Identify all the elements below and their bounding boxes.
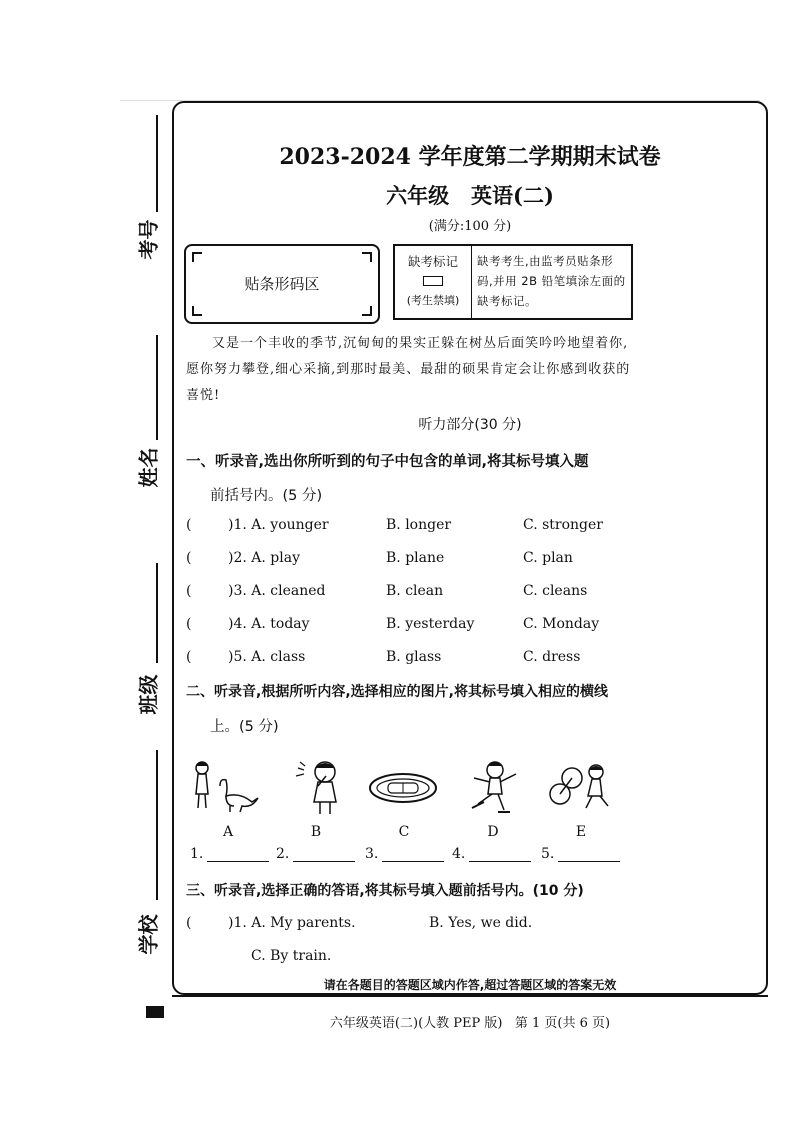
answer-area-notice: 请在各题目的答题区域内作答,超过答题区域的答案无效	[323, 978, 617, 992]
option-c: C. stronger	[523, 517, 604, 533]
class-label: 班级	[136, 674, 161, 715]
blank-3[interactable]: 3.	[365, 846, 444, 862]
exam-no-label: 考号	[136, 219, 161, 260]
answer-paren[interactable]: (	[186, 616, 192, 632]
blank-1[interactable]: 1.	[190, 846, 269, 862]
page-info: 六年级英语(二)(人教 PEP 版) 第 1 页(共 6 页)	[329, 1016, 611, 1031]
absent-title: 缺考标记	[407, 254, 458, 269]
absent-mark-box	[393, 244, 633, 320]
question-3-1	[186, 915, 626, 935]
section2-title-line2: 上。(5 分)	[210, 719, 279, 735]
absent-left-cell	[395, 246, 472, 318]
option-a: )1. A. My parents.	[228, 915, 356, 931]
running-track-icon	[368, 758, 438, 816]
picture-label-a: A	[222, 824, 234, 840]
section1-title-line2: 前括号内。(5 分)	[210, 488, 323, 504]
intro-paragraph: 又是一个丰收的季节,沉甸甸的果实正躲在树丛后面笑吟吟地望着你,愿你努力攀登,细心采摘,到那时最美、最甜的硕果肯定会让你感到收获的喜悦!	[186, 336, 631, 403]
listening-section-title: 听力部分(30 分)	[418, 417, 522, 433]
barcode-corner-tr	[362, 252, 372, 262]
boy-bike-fall-icon	[546, 758, 616, 816]
question-3-1-c	[186, 948, 626, 968]
option-a: )5. A. class	[228, 649, 306, 665]
boy-sneezing-icon	[290, 758, 360, 816]
section1-title-line1: 一、听录音,选出你所听到的句子中包含的单词,将其标号填入题	[186, 454, 589, 470]
exam-title: 2023-2024 学年度第二学期期末试卷	[279, 144, 661, 170]
name-label: 姓名	[136, 447, 161, 488]
option-b: B. clean	[386, 583, 444, 599]
answer-paren[interactable]: (	[186, 915, 192, 931]
boy-skating-icon	[460, 758, 530, 816]
absent-note: (考生禁填)	[406, 294, 460, 307]
absent-instruction: 缺考考生,由监考员贴条形码,并用 2B 铅笔填涂左面的缺考标记。	[477, 254, 626, 308]
answer-paren[interactable]: (	[186, 517, 192, 533]
option-c: C. dress	[523, 649, 581, 665]
option-a: )1. A. younger	[228, 517, 329, 533]
answer-paren[interactable]: (	[186, 550, 192, 566]
question-1-2	[186, 550, 626, 570]
option-a: )2. A. play	[228, 550, 300, 566]
barcode-label: 贴条形码区	[244, 275, 320, 293]
question-1-4	[186, 616, 626, 636]
option-b: B. longer	[386, 517, 452, 533]
question-1-1	[186, 517, 626, 537]
answer-area-bottom-line	[172, 995, 768, 997]
absent-mark-checkbox[interactable]	[423, 276, 443, 286]
registration-mark	[146, 1006, 164, 1018]
option-a: )3. A. cleaned	[228, 583, 326, 599]
option-c: C. cleans	[523, 583, 588, 599]
barcode-area	[184, 244, 380, 324]
option-a: )4. A. today	[228, 616, 310, 632]
blank-4[interactable]: 4.	[452, 846, 531, 862]
question-1-3	[186, 583, 626, 603]
section3-title: 三、听录音,选择正确的答语,将其标号填入题前括号内。(10 分)	[186, 883, 584, 899]
girl-dinosaur-icon	[190, 758, 260, 816]
barcode-corner-tl	[192, 252, 202, 262]
option-c: C. By train.	[251, 948, 332, 964]
picture-label-e: E	[575, 824, 587, 840]
barcode-corner-bl	[192, 306, 202, 316]
option-c: C. Monday	[523, 616, 600, 632]
school-label: 学校	[136, 914, 161, 955]
blank-2[interactable]: 2.	[276, 846, 355, 862]
class-line	[156, 563, 158, 663]
school-line	[156, 750, 158, 900]
picture-label-c: C	[398, 824, 410, 840]
option-b: B. glass	[386, 649, 442, 665]
barcode-corner-br	[362, 306, 372, 316]
option-b: B. Yes, we did.	[429, 915, 533, 931]
full-score: (满分:100 分)	[428, 219, 512, 234]
option-b: B. yesterday	[386, 616, 475, 632]
blank-5[interactable]: 5.	[541, 846, 620, 862]
section2-title-line1: 二、听录音,根据所听内容,选择相应的图片,将其标号填入相应的横线	[186, 684, 608, 700]
answer-paren[interactable]: (	[186, 649, 192, 665]
option-b: B. plane	[386, 550, 445, 566]
picture-label-d: D	[487, 824, 499, 840]
question-1-5	[186, 649, 626, 669]
exam-subtitle: 六年级 英语(二)	[386, 183, 554, 208]
answer-paren[interactable]: (	[186, 583, 192, 599]
picture-label-b: B	[310, 824, 322, 840]
option-c: C. plan	[523, 550, 573, 566]
name-line	[156, 335, 158, 440]
exam-no-line	[156, 115, 158, 212]
